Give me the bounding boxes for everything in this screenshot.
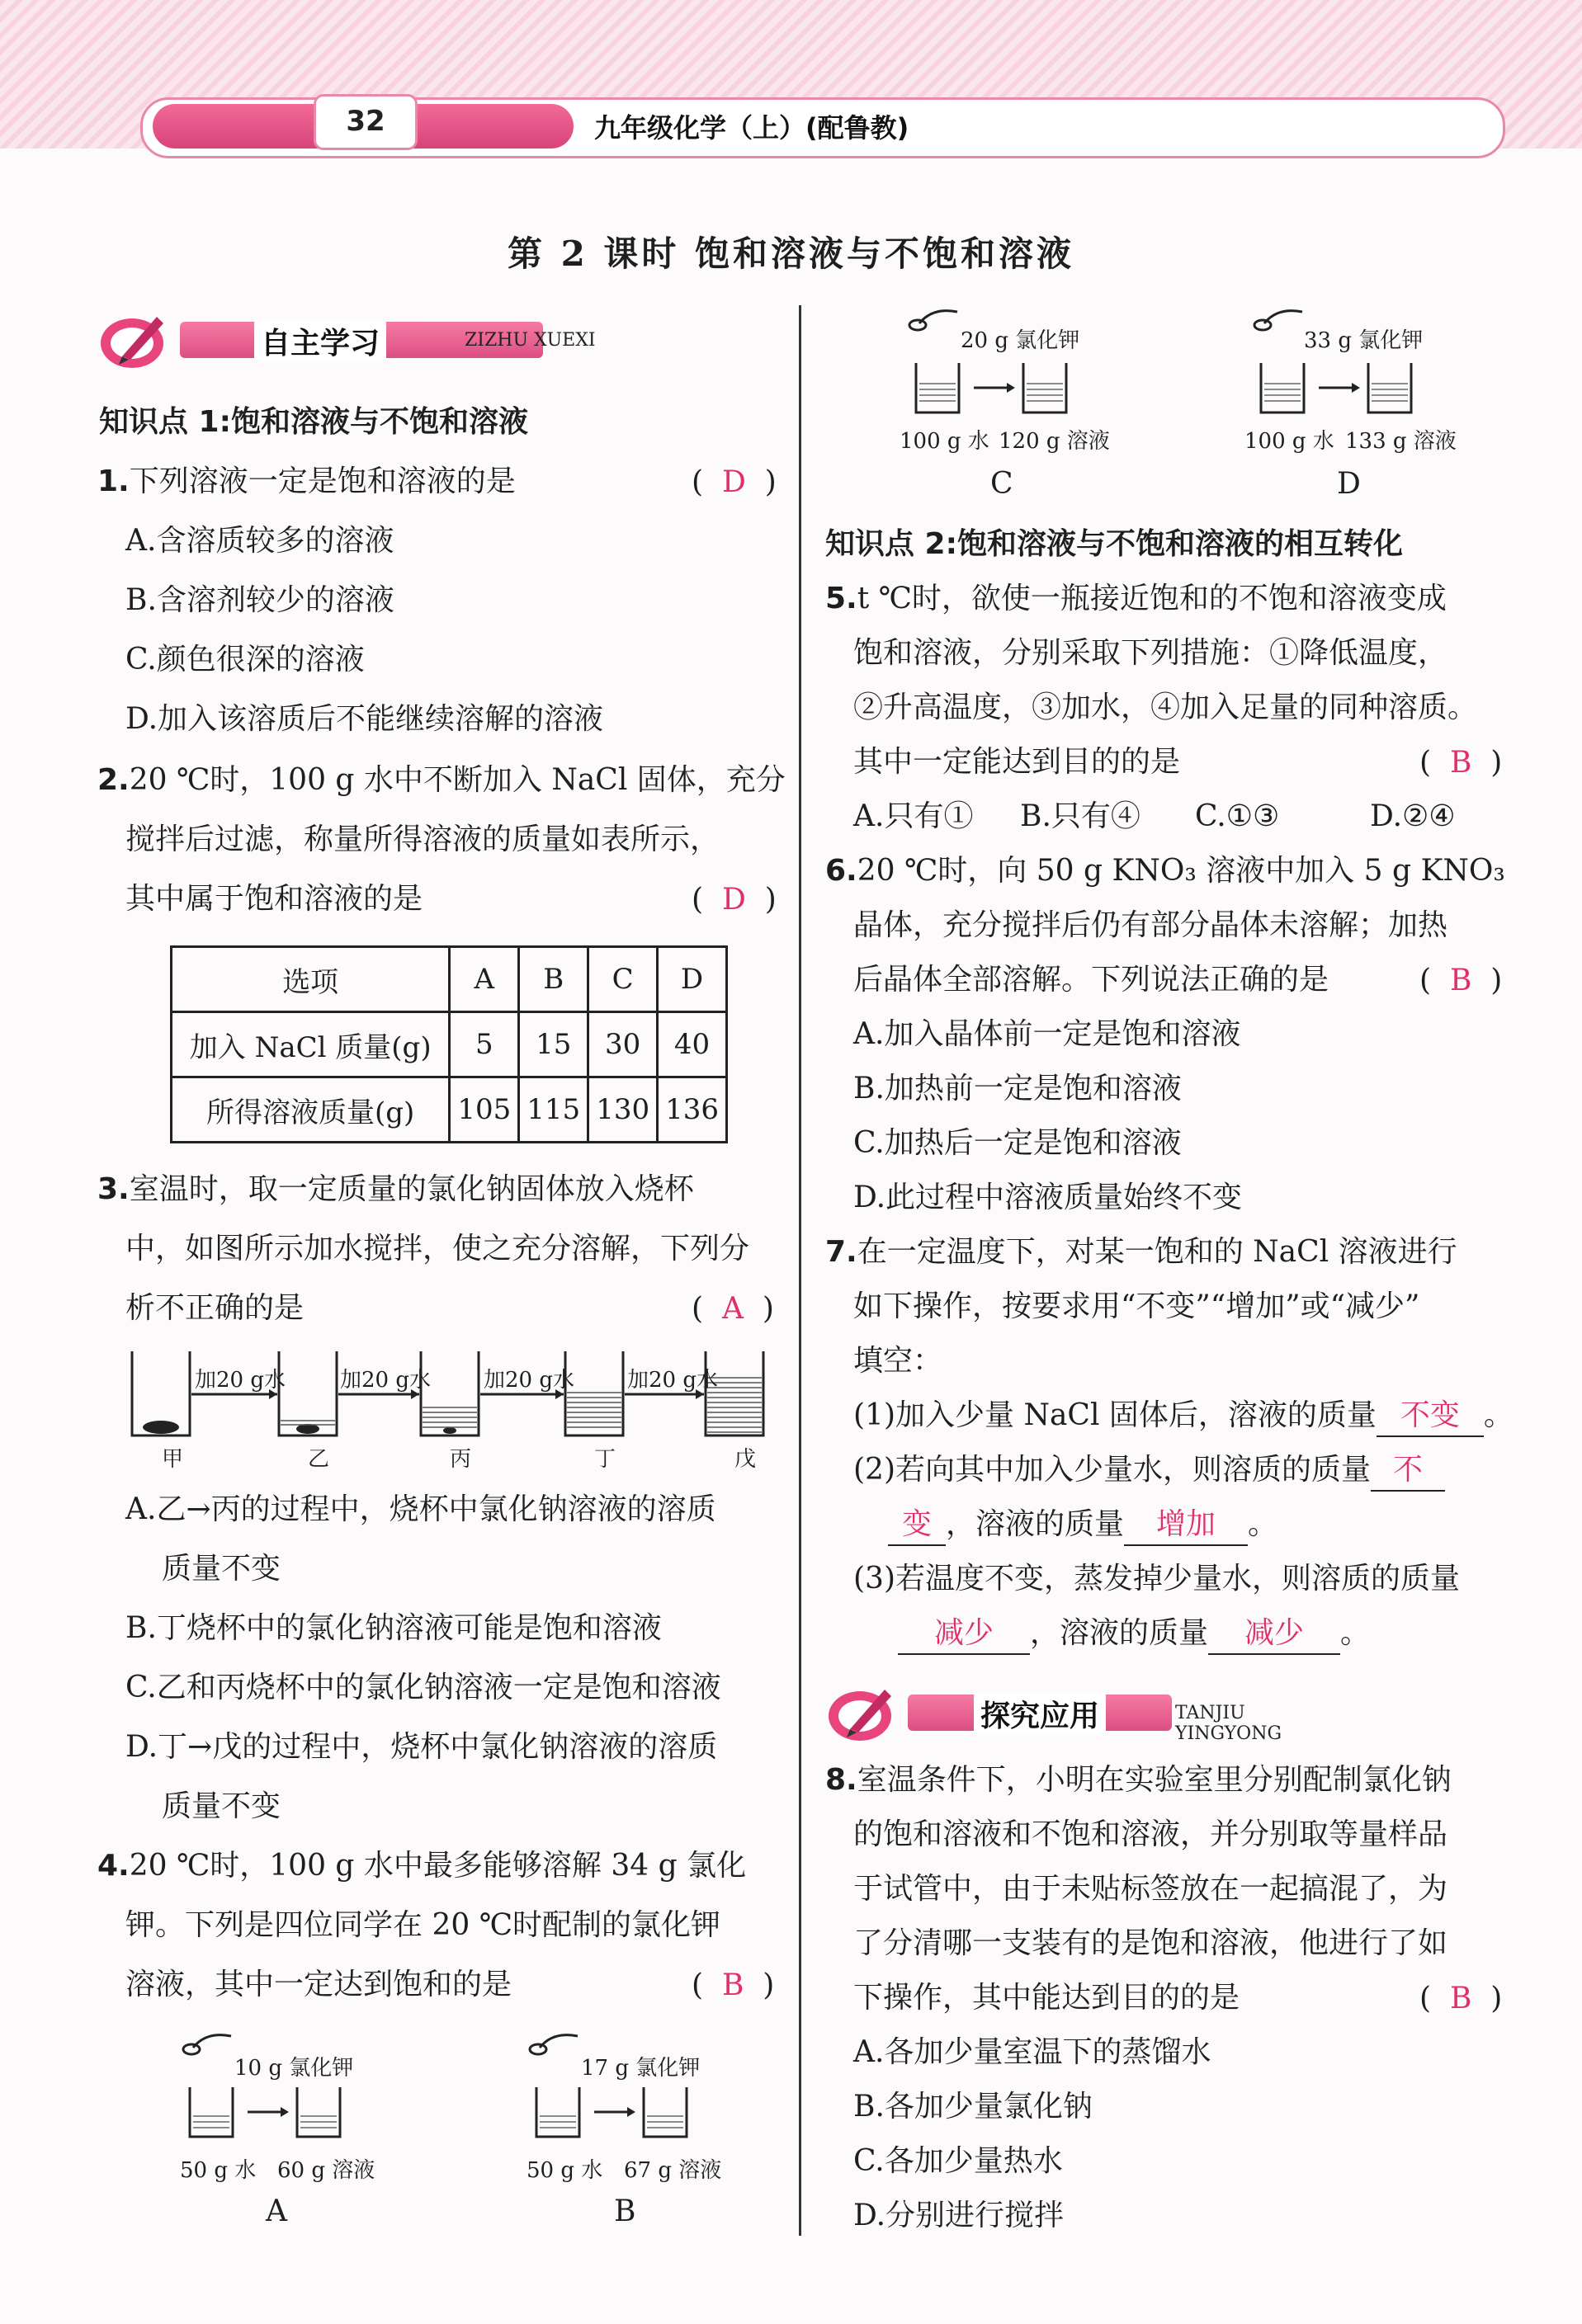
q4-a-water: 50 g 水 xyxy=(180,2158,257,2183)
q6-option-c: C.加热后一定是饱和溶液 xyxy=(853,1126,1182,1160)
pen-badge-icon xyxy=(97,307,172,373)
table-header-cell: 选项 xyxy=(172,947,450,1012)
table-header-cell: C xyxy=(588,947,658,1012)
q5-line3: ②升高温度，③加水，④加入足量的同种溶质。 xyxy=(853,691,1478,724)
table-cell: 15 xyxy=(519,1012,588,1077)
q4-c-letter: C xyxy=(990,467,1013,501)
q7-blank-2c: 增加 xyxy=(1124,1505,1248,1546)
q3-beaker-label: 乙 xyxy=(308,1447,330,1472)
q7-line2: 如下操作，按要求用“不变”“增加”或“减少” xyxy=(853,1289,1420,1323)
lesson-title: 第 2 课时 饱和溶液与不饱和溶液 xyxy=(507,233,1075,274)
q3-option-a-line1: A.乙→丙的过程中，烧杯中氯化钠溶液的溶质 xyxy=(125,1492,716,1526)
table-cell: 30 xyxy=(588,1012,658,1077)
q6-line2: 晶体，充分搅拌后仍有部分晶体未溶解；加热 xyxy=(853,908,1448,942)
q8-line1: 8.室温条件下，小明在实验室里分别配制氯化钠 xyxy=(825,1763,1452,1797)
q8-line4: 了分清哪一支装有的是饱和溶液，他进行了如 xyxy=(853,1926,1448,1960)
q8-option-d: D.分别进行搅拌 xyxy=(853,2199,1065,2232)
q3-beaker-label: 丙 xyxy=(450,1447,472,1472)
q2-line1: 2.20 ℃时，100 g 水中不断加入 NaCl 固体，充分 xyxy=(97,763,786,797)
q4-c-solution: 120 g 溶液 xyxy=(999,429,1110,454)
q4-c-add: 20 g 氯化钾 xyxy=(961,328,1080,353)
q3-option-d-line1: D.丁→戊的过程中，烧杯中氯化钠溶液的溶质 xyxy=(125,1730,718,1764)
q3-option-c: C.乙和丙烧杯中的氯化钠溶液一定是饱和溶液 xyxy=(125,1671,721,1704)
q3-beaker-label: 戊 xyxy=(734,1447,757,1472)
table-cell: 105 xyxy=(450,1077,519,1143)
q3-arrow-label-1: 加20 g水 xyxy=(195,1368,286,1393)
q7-part2-line1: (2)若向其中加入少量水，则溶质的质量 不 xyxy=(853,1450,1445,1492)
table-cell: 115 xyxy=(519,1077,588,1143)
q8-answer: B xyxy=(1449,1982,1472,2015)
page-number: 32 xyxy=(314,94,418,150)
q3-answer: A xyxy=(721,1292,744,1326)
q4-answer: B xyxy=(721,1968,744,2002)
q2-line2: 搅拌后过滤，称量所得溶液的质量如表所示， xyxy=(125,823,720,856)
q4-d-water: 100 g 水 xyxy=(1244,429,1334,454)
q8-option-b: B.各加少量氯化钠 xyxy=(853,2090,1093,2124)
q7-part3-line2: 减少 ，溶液的质量 减少 。 xyxy=(898,1614,1370,1655)
section-badge-tanjiu xyxy=(825,1680,1353,1746)
q7-blank-2b: 变 xyxy=(888,1505,946,1546)
q8-option-c: C.各加少量热水 xyxy=(853,2144,1063,2178)
table-cell: 所得溶液质量(g) xyxy=(172,1077,450,1143)
q8-option-a: A.各加少量室温下的蒸馏水 xyxy=(853,2035,1211,2069)
section-label: 自主学习 xyxy=(254,320,386,362)
q4-c-water: 100 g 水 xyxy=(900,429,989,454)
q6-line3: 后晶体全部溶解。下列说法正确的是 xyxy=(853,963,1329,997)
q3-option-d-line2: 质量不变 xyxy=(162,1789,281,1823)
q6-line1: 6.20 ℃时，向 50 g KNO₃ 溶液中加入 5 g KNO₃ xyxy=(825,854,1505,888)
q2-line3: 其中属于饱和溶液的是 xyxy=(125,882,423,916)
table-cell: 5 xyxy=(450,1012,519,1077)
table-row xyxy=(172,1077,727,1143)
q1-answer-paren: ( D ) xyxy=(692,465,777,499)
q3-beaker-label: 甲 xyxy=(162,1447,184,1472)
q4-line2: 钾。下列是四位同学在 20 ℃时配制的氯化钾 xyxy=(125,1908,720,1942)
q4-a-letter: A xyxy=(266,2194,287,2228)
q5-line4: 其中一定能达到目的的是 xyxy=(853,745,1181,779)
q3-option-b: B.丁烧杯中的氯化钠溶液可能是饱和溶液 xyxy=(125,1611,662,1645)
q1-option-a: A.含溶质较多的溶液 xyxy=(125,524,394,558)
q3-beaker-label: 丁 xyxy=(594,1447,616,1472)
q4-d-solution: 133 g 溶液 xyxy=(1345,429,1457,454)
q3-arrow-label-2: 加20 g水 xyxy=(340,1368,431,1393)
q2-table xyxy=(170,945,728,1143)
q4-d-add: 33 g 氯化钾 xyxy=(1304,328,1424,353)
knowledge-point-2: 知识点 2:饱和溶液与不饱和溶液的相互转化 xyxy=(825,527,1403,561)
knowledge-point-1: 知识点 1:饱和溶液与不饱和溶液 xyxy=(99,405,528,439)
q4-b-water: 50 g 水 xyxy=(527,2158,603,2183)
q4-a-solution: 60 g 溶液 xyxy=(277,2158,375,2183)
q7-part2-line2: 变 ，溶液的质量 增加 。 xyxy=(888,1505,1277,1546)
q1-answer: D xyxy=(721,465,746,499)
q4-line3: 溶液，其中一定达到饱和的是 xyxy=(125,1968,512,2001)
q5-line1: 5.t ℃时，欲使一瓶接近饱和的不饱和溶液变成 xyxy=(825,582,1447,615)
q3-line3: 析不正确的是 xyxy=(125,1291,305,1325)
table-row xyxy=(172,947,727,1012)
table-header-cell: A xyxy=(450,947,519,1012)
q5-option-c: C.①③ xyxy=(1195,799,1280,833)
column-divider xyxy=(799,305,801,2236)
pen-badge-icon xyxy=(825,1680,900,1746)
q5-line2: 饱和溶液，分别采取下列措施：①降低温度， xyxy=(853,636,1448,670)
q4-b-add: 17 g 氯化钾 xyxy=(581,2056,701,2081)
q1-option-c: C.颜色很深的溶液 xyxy=(125,643,365,676)
section-label: 探究应用 xyxy=(974,1693,1106,1735)
q2-answer: D xyxy=(721,883,746,917)
table-header-cell: B xyxy=(519,947,588,1012)
q1-stem: 1.下列溶液一定是饱和溶液的是 xyxy=(97,464,516,498)
q7-blank-3b: 减少 xyxy=(1208,1614,1340,1655)
q4-d-letter: D xyxy=(1337,467,1361,501)
q4-b-letter: B xyxy=(614,2194,636,2228)
q2-answer-paren: ( D ) xyxy=(692,883,777,917)
q3-arrow-label-3: 加20 g水 xyxy=(484,1368,574,1393)
q4-line1: 4.20 ℃时，100 g 水中最多能够溶解 34 g 氯化 xyxy=(97,1849,747,1883)
table-cell: 40 xyxy=(658,1012,727,1077)
q6-option-a: A.加入晶体前一定是饱和溶液 xyxy=(853,1017,1241,1051)
section-pinyin: ZIZHU XUEXI xyxy=(465,330,596,351)
q5-option-a: A.只有① xyxy=(853,799,974,833)
salt-solid xyxy=(143,1421,179,1434)
q7-blank-3a: 减少 xyxy=(898,1614,1030,1655)
q3-option-a-line2: 质量不变 xyxy=(162,1552,281,1586)
q1-option-d: D.加入该溶质后不能继续溶解的溶液 xyxy=(125,702,604,736)
section-pinyin: TANJIU YINGYONG xyxy=(1175,1703,1282,1744)
q7-part3-line1: (3)若温度不变，蒸发掉少量水，则溶质的质量 xyxy=(853,1562,1460,1596)
section-badge-zizhu xyxy=(97,307,659,373)
q7-line1: 7.在一定温度下，对某一饱和的 NaCl 溶液进行 xyxy=(825,1235,1457,1269)
table-header-cell: D xyxy=(658,947,727,1012)
beaker-yi xyxy=(279,1351,337,1435)
q8-line2: 的饱和溶液和不饱和溶液，并分别取等量样品 xyxy=(853,1817,1448,1851)
q8-line5: 下操作，其中能达到目的的是 xyxy=(853,1981,1240,2015)
q6-option-b: B.加热前一定是饱和溶液 xyxy=(853,1072,1182,1105)
q1-option-b: B.含溶剂较少的溶液 xyxy=(125,583,394,617)
q4-figure-b xyxy=(520,2029,751,2161)
q6-option-d: D.此过程中溶液质量始终不变 xyxy=(853,1181,1243,1214)
q3-line2: 中，如图所示加水搅拌，使之充分溶解，下列分 xyxy=(125,1232,750,1266)
q4-a-add: 10 g 氯化钾 xyxy=(234,2056,354,2081)
q8-answer-paren: ( B ) xyxy=(1419,1982,1503,2015)
q7-part1: (1)加入少量 NaCl 固体后，溶液的质量 不变 。 xyxy=(853,1396,1514,1437)
q5-answer-paren: ( B ) xyxy=(1419,746,1503,780)
q7-blank-2a: 不 xyxy=(1371,1450,1445,1492)
table-cell: 136 xyxy=(658,1077,727,1143)
q5-option-b: B.只有④ xyxy=(1020,799,1140,833)
q4-b-solution: 67 g 溶液 xyxy=(624,2158,722,2183)
q5-option-d: D.②④ xyxy=(1370,799,1456,833)
q3-line1: 3.室温时，取一定质量的氯化钠固体放入烧杯 xyxy=(97,1172,694,1206)
q6-answer-paren: ( B ) xyxy=(1419,964,1503,997)
table-cell: 加入 NaCl 质量(g) xyxy=(172,1012,450,1077)
q3-arrow-label-4: 加20 g水 xyxy=(627,1368,718,1393)
q7-line3: 填空： xyxy=(853,1344,943,1378)
table-row xyxy=(172,1012,727,1077)
q7-blank-1: 不变 xyxy=(1377,1396,1484,1437)
q6-answer: B xyxy=(1449,964,1472,997)
q8-line3: 于试管中，由于未贴标签放在一起搞混了，为 xyxy=(853,1872,1448,1906)
q5-answer: B xyxy=(1449,746,1472,780)
q3-answer-paren: ( A ) xyxy=(692,1292,774,1326)
table-cell: 130 xyxy=(588,1077,658,1143)
q4-figure-a xyxy=(173,2029,404,2161)
book-title: 九年级化学（上）(配鲁教) xyxy=(594,112,909,144)
q4-answer-paren: ( B ) xyxy=(692,1968,775,2002)
